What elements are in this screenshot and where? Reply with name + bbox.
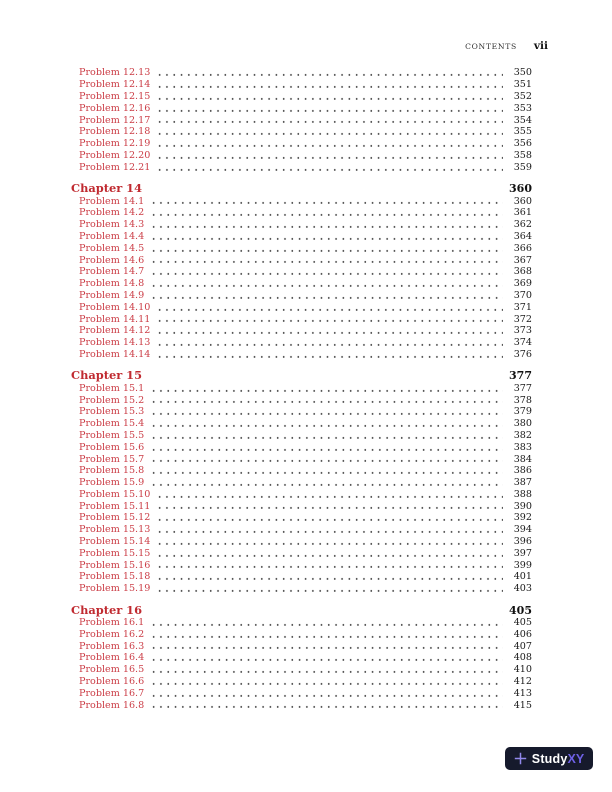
toc-entry-link[interactable] bbox=[71, 337, 532, 349]
entry-label: Problem 15.2 bbox=[79, 394, 145, 406]
entry-label: Problem 12.16 bbox=[79, 102, 151, 114]
dot-leader bbox=[148, 628, 503, 640]
entry-page-number: 415 bbox=[513, 699, 532, 711]
toc-entry-link[interactable] bbox=[71, 138, 532, 150]
toc-entry-link[interactable] bbox=[71, 126, 532, 138]
entry-page-number: 390 bbox=[513, 500, 532, 512]
dot-leader bbox=[154, 67, 503, 79]
dot-leader bbox=[148, 676, 503, 688]
dot-leader bbox=[154, 547, 503, 559]
entry-label: Problem 15.15 bbox=[79, 547, 151, 559]
toc-section bbox=[71, 603, 532, 711]
toc-entry-link[interactable] bbox=[71, 465, 532, 477]
logo-brand-text: Study bbox=[531, 751, 568, 766]
entry-page-number: 387 bbox=[513, 477, 532, 489]
entry-label: Problem 12.15 bbox=[79, 90, 151, 102]
entry-page-number: 353 bbox=[513, 102, 532, 114]
entry-label: Problem 14.2 bbox=[79, 207, 145, 219]
chapter-page-number: 377 bbox=[509, 369, 532, 383]
entry-page-number: 368 bbox=[513, 266, 532, 278]
dot-leader bbox=[148, 382, 503, 394]
entry-label: Problem 16.5 bbox=[79, 664, 145, 676]
dot-leader bbox=[154, 337, 503, 349]
toc-section bbox=[71, 368, 532, 594]
entry-label: Problem 14.7 bbox=[79, 266, 145, 278]
entry-page-number: 401 bbox=[513, 571, 532, 583]
entry-page-number: 379 bbox=[513, 406, 532, 418]
entry-page-number: 374 bbox=[513, 337, 532, 349]
entry-label: Problem 12.19 bbox=[79, 138, 151, 150]
toc-chapter-link[interactable] bbox=[71, 603, 532, 617]
entry-page-number: 370 bbox=[513, 289, 532, 301]
entry-page-number: 361 bbox=[513, 207, 532, 219]
entry-page-number: 367 bbox=[513, 254, 532, 266]
toc-entry-link[interactable] bbox=[71, 652, 532, 664]
entry-label: Problem 14.14 bbox=[79, 348, 151, 360]
dot-leader bbox=[154, 79, 503, 91]
toc-entry-link[interactable] bbox=[71, 477, 532, 489]
chapter-title: Chapter 16 bbox=[71, 602, 143, 617]
toc-entry-link[interactable] bbox=[71, 382, 532, 394]
entry-page-number: 366 bbox=[513, 242, 532, 254]
entry-page-number: 405 bbox=[513, 617, 532, 629]
entry-page-number: 410 bbox=[513, 664, 532, 676]
entry-page-number: 383 bbox=[513, 441, 532, 453]
dot-leader bbox=[148, 617, 503, 629]
toc-entry-link[interactable] bbox=[71, 114, 532, 126]
dot-leader bbox=[148, 290, 503, 302]
dot-leader bbox=[148, 242, 503, 254]
dot-leader bbox=[148, 231, 503, 243]
dot-leader bbox=[148, 254, 503, 266]
toc-entry-link[interactable] bbox=[71, 313, 532, 325]
entry-label: Problem 12.13 bbox=[79, 67, 151, 79]
entry-label: Problem 16.8 bbox=[79, 699, 145, 711]
entry-label: Problem 16.4 bbox=[79, 652, 145, 664]
toc-entry-link[interactable] bbox=[71, 571, 532, 583]
entry-label: Problem 14.11 bbox=[79, 313, 151, 325]
plus-icon bbox=[514, 752, 527, 765]
entry-page-number: 384 bbox=[513, 453, 532, 465]
dot-leader bbox=[154, 536, 503, 548]
toc-entry-link[interactable] bbox=[71, 219, 532, 231]
toc-entry-link[interactable] bbox=[71, 406, 532, 418]
entry-page-number: 396 bbox=[513, 536, 532, 548]
toc-entry-link[interactable] bbox=[71, 254, 532, 266]
toc-entry-link[interactable] bbox=[71, 524, 532, 536]
entry-label: Problem 14.9 bbox=[79, 289, 145, 301]
entry-page-number: 350 bbox=[513, 67, 532, 79]
chapter-page-number: 405 bbox=[509, 603, 532, 617]
dot-leader bbox=[148, 418, 503, 430]
entry-page-number: 352 bbox=[513, 90, 532, 102]
entry-label: Problem 15.6 bbox=[79, 441, 145, 453]
entry-label: Problem 14.5 bbox=[79, 242, 145, 254]
entry-label: Problem 12.21 bbox=[79, 161, 151, 173]
dot-leader bbox=[154, 559, 503, 571]
toc-entry-link[interactable] bbox=[71, 231, 532, 243]
entry-label: Problem 14.10 bbox=[79, 301, 151, 313]
entry-page-number: 388 bbox=[513, 488, 532, 500]
dot-leader bbox=[148, 266, 503, 278]
toc-entry-link[interactable] bbox=[71, 699, 532, 711]
dot-leader bbox=[154, 489, 503, 501]
dot-leader bbox=[148, 687, 503, 699]
chapter-page-number: 360 bbox=[509, 182, 532, 196]
dot-leader bbox=[148, 195, 503, 207]
entry-label: Problem 15.4 bbox=[79, 418, 145, 430]
dot-leader bbox=[148, 664, 503, 676]
toc-entry-link[interactable] bbox=[71, 583, 532, 595]
toc-section bbox=[71, 67, 532, 173]
dot-leader bbox=[154, 325, 503, 337]
chapter-title: Chapter 15 bbox=[71, 368, 143, 383]
entry-label: Problem 12.18 bbox=[79, 126, 151, 138]
dot-leader bbox=[154, 349, 503, 361]
dot-leader bbox=[148, 441, 503, 453]
toc-entry-link[interactable] bbox=[71, 453, 532, 465]
entry-label: Problem 14.3 bbox=[79, 219, 145, 231]
entry-page-number: 394 bbox=[513, 524, 532, 536]
dot-leader bbox=[148, 640, 503, 652]
toc-entry-link[interactable] bbox=[71, 617, 532, 629]
entry-label: Problem 12.17 bbox=[79, 114, 151, 126]
toc-chapter-link[interactable] bbox=[71, 181, 532, 195]
entry-label: Problem 16.2 bbox=[79, 628, 145, 640]
dot-leader bbox=[154, 114, 503, 126]
entry-page-number: 399 bbox=[513, 559, 532, 571]
entry-label: Problem 16.1 bbox=[79, 617, 145, 629]
running-title: CONTENTS bbox=[465, 42, 517, 51]
studyxy-logo[interactable] bbox=[505, 747, 593, 770]
entry-page-number: 351 bbox=[513, 79, 532, 91]
dot-leader bbox=[148, 219, 503, 231]
entry-label: Problem 15.13 bbox=[79, 524, 151, 536]
entry-label: Problem 15.1 bbox=[79, 382, 145, 394]
dot-leader bbox=[154, 161, 503, 173]
entry-page-number: 412 bbox=[513, 676, 532, 688]
entry-label: Problem 14.8 bbox=[79, 278, 145, 290]
entry-label: Problem 15.9 bbox=[79, 477, 145, 489]
dot-leader bbox=[154, 102, 503, 114]
page-header bbox=[465, 40, 548, 52]
entry-page-number: 380 bbox=[513, 418, 532, 430]
entry-label: Problem 14.12 bbox=[79, 325, 151, 337]
entry-label: Problem 16.6 bbox=[79, 676, 145, 688]
entry-label: Problem 14.13 bbox=[79, 337, 151, 349]
entry-label: Problem 14.4 bbox=[79, 230, 145, 242]
entry-label: Problem 15.12 bbox=[79, 512, 151, 524]
dot-leader bbox=[148, 394, 503, 406]
entry-label: Problem 15.3 bbox=[79, 406, 145, 418]
toc-entry-link[interactable] bbox=[71, 150, 532, 162]
toc-entry-link[interactable] bbox=[71, 102, 532, 114]
toc-entry-link[interactable] bbox=[71, 430, 532, 442]
dot-leader bbox=[154, 150, 503, 162]
dot-leader bbox=[148, 477, 503, 489]
chapter-title: Chapter 14 bbox=[71, 181, 143, 196]
entry-page-number: 356 bbox=[513, 138, 532, 150]
toc-entry-link[interactable] bbox=[71, 325, 532, 337]
entry-page-number: 360 bbox=[513, 195, 532, 207]
entry-page-number: 369 bbox=[513, 278, 532, 290]
entry-page-number: 386 bbox=[513, 465, 532, 477]
dot-leader bbox=[154, 313, 503, 325]
toc-entry-link[interactable] bbox=[71, 536, 532, 548]
toc-entry-link[interactable] bbox=[71, 441, 532, 453]
entry-page-number: 378 bbox=[513, 394, 532, 406]
toc-entry-link[interactable] bbox=[71, 640, 532, 652]
dot-leader bbox=[154, 91, 503, 103]
toc-chapter-link[interactable] bbox=[71, 368, 532, 382]
toc-entry-link[interactable] bbox=[71, 67, 532, 79]
logo-brand-accent-text: XY bbox=[567, 751, 585, 766]
dot-leader bbox=[154, 512, 503, 524]
dot-leader bbox=[148, 207, 503, 219]
toc-entry-link[interactable] bbox=[71, 91, 532, 103]
entry-label: Problem 12.20 bbox=[79, 149, 151, 161]
entry-label: Problem 14.6 bbox=[79, 254, 145, 266]
entry-page-number: 373 bbox=[513, 325, 532, 337]
entry-page-number: 407 bbox=[513, 640, 532, 652]
dot-leader bbox=[148, 406, 503, 418]
dot-leader bbox=[148, 453, 503, 465]
entry-label: Problem 15.7 bbox=[79, 453, 145, 465]
toc-entry-link[interactable] bbox=[71, 500, 532, 512]
toc-entry-link[interactable] bbox=[71, 676, 532, 688]
entry-page-number: 397 bbox=[513, 547, 532, 559]
header-page-number: vii bbox=[533, 40, 548, 52]
entry-label: Problem 14.1 bbox=[79, 195, 145, 207]
toc-entry-link[interactable] bbox=[71, 418, 532, 430]
entry-label: Problem 15.5 bbox=[79, 429, 145, 441]
toc-entry-link[interactable] bbox=[71, 301, 532, 313]
toc-entry-link[interactable] bbox=[71, 266, 532, 278]
entry-label: Problem 12.14 bbox=[79, 79, 151, 91]
toc bbox=[71, 67, 532, 711]
toc-entry-link[interactable] bbox=[71, 394, 532, 406]
dot-leader bbox=[154, 126, 503, 138]
toc-entry-link[interactable] bbox=[71, 195, 532, 207]
dot-leader bbox=[148, 699, 503, 711]
toc-entry-link[interactable] bbox=[71, 207, 532, 219]
toc-entry-link[interactable] bbox=[71, 489, 532, 501]
entry-label: Problem 15.8 bbox=[79, 465, 145, 477]
toc-entry-link[interactable] bbox=[71, 290, 532, 302]
dot-leader bbox=[154, 583, 503, 595]
toc-entry-link[interactable] bbox=[71, 547, 532, 559]
entry-page-number: 376 bbox=[513, 348, 532, 360]
toc-entry-link[interactable] bbox=[71, 349, 532, 361]
entry-page-number: 355 bbox=[513, 126, 532, 138]
entry-label: Problem 15.19 bbox=[79, 583, 151, 595]
entry-page-number: 403 bbox=[513, 583, 532, 595]
entry-page-number: 371 bbox=[513, 301, 532, 313]
dot-leader bbox=[148, 652, 503, 664]
entry-page-number: 372 bbox=[513, 313, 532, 325]
entry-label: Problem 16.3 bbox=[79, 640, 145, 652]
toc-entry-link[interactable] bbox=[71, 664, 532, 676]
entry-page-number: 364 bbox=[513, 230, 532, 242]
entry-label: Problem 15.18 bbox=[79, 571, 151, 583]
dot-leader bbox=[154, 524, 503, 536]
entry-page-number: 406 bbox=[513, 628, 532, 640]
entry-label: Problem 15.14 bbox=[79, 536, 151, 548]
toc-entry-link[interactable] bbox=[71, 559, 532, 571]
toc-entry-link[interactable] bbox=[71, 628, 532, 640]
dot-leader bbox=[154, 301, 503, 313]
dot-leader bbox=[148, 465, 503, 477]
entry-page-number: 377 bbox=[513, 382, 532, 394]
entry-page-number: 382 bbox=[513, 429, 532, 441]
dot-leader bbox=[148, 278, 503, 290]
toc-entry-link[interactable] bbox=[71, 161, 532, 173]
entry-page-number: 408 bbox=[513, 652, 532, 664]
toc-entry-link[interactable] bbox=[71, 242, 532, 254]
toc-entry-link[interactable] bbox=[71, 79, 532, 91]
entry-label: Problem 15.16 bbox=[79, 559, 151, 571]
entry-page-number: 362 bbox=[513, 219, 532, 231]
dot-leader bbox=[154, 571, 503, 583]
entry-page-number: 359 bbox=[513, 161, 532, 173]
toc-section bbox=[71, 181, 532, 360]
entry-label: Problem 15.10 bbox=[79, 488, 151, 500]
logo-wordmark bbox=[532, 752, 584, 766]
entry-page-number: 354 bbox=[513, 114, 532, 126]
entry-label: Problem 16.7 bbox=[79, 687, 145, 699]
toc-entry-link[interactable] bbox=[71, 687, 532, 699]
dot-leader bbox=[154, 500, 503, 512]
toc-entry-link[interactable] bbox=[71, 278, 532, 290]
entry-page-number: 392 bbox=[513, 512, 532, 524]
entry-page-number: 358 bbox=[513, 149, 532, 161]
entry-page-number: 413 bbox=[513, 687, 532, 699]
dot-leader bbox=[148, 430, 503, 442]
entry-label: Problem 15.11 bbox=[79, 500, 151, 512]
toc-entry-link[interactable] bbox=[71, 512, 532, 524]
dot-leader bbox=[154, 138, 503, 150]
